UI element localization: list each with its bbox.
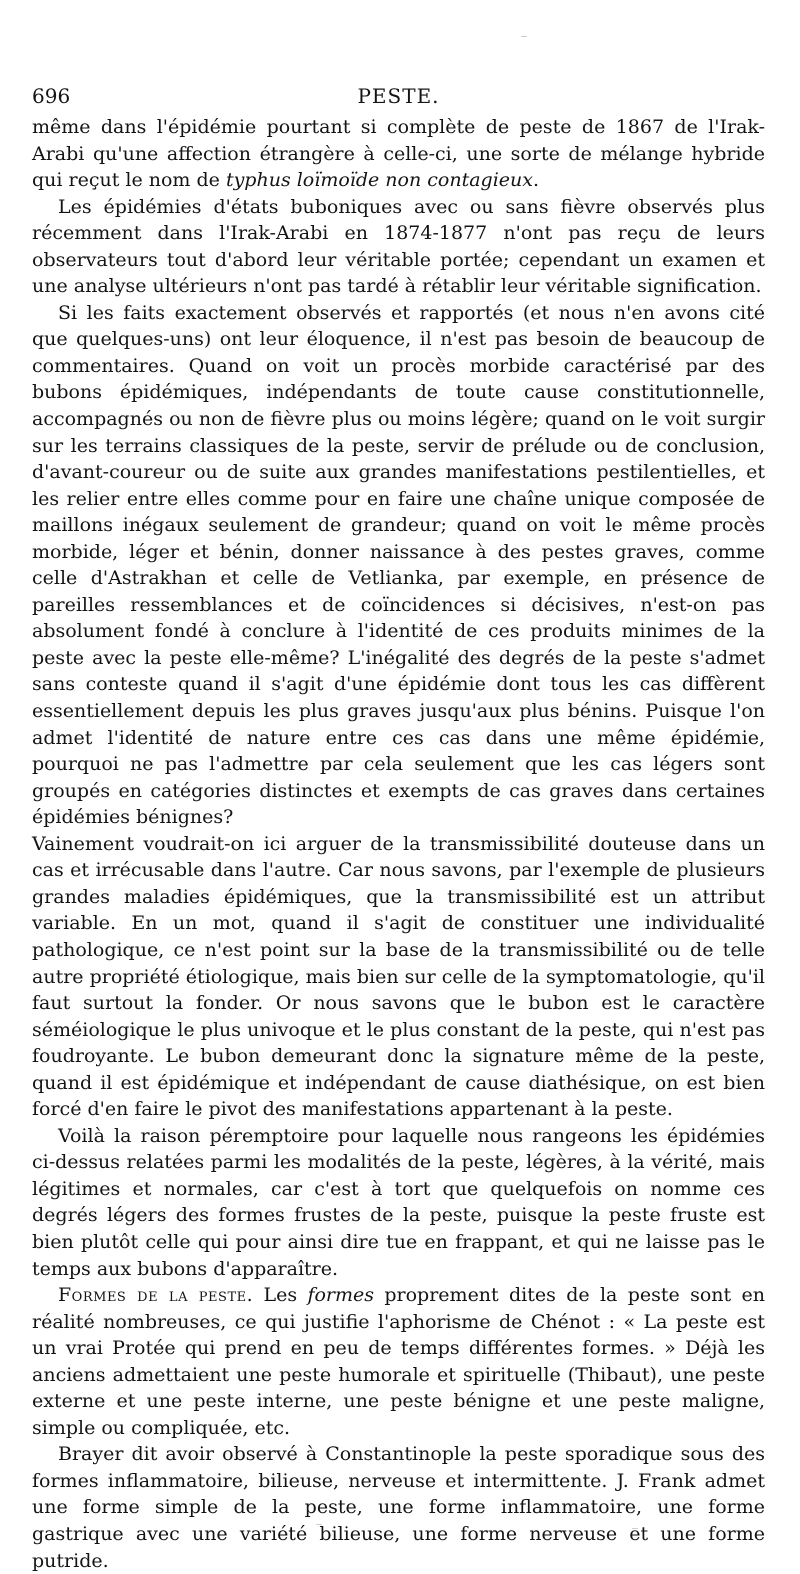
text-run: Les <box>253 1284 308 1307</box>
italic-term: formes <box>307 1284 375 1307</box>
paragraph <box>32 1123 765 1282</box>
text-run: même dans l'épidémie pourtant si complète de peste de 1867 de l'Irak-Arabi qu'une affection étrangère à celle-ci, une sorte de mélange hybride qui reçut le nom de <box>32 116 765 192</box>
paragraph <box>32 1441 765 1574</box>
text-run: Voilà la raison péremptoire pour laquelle nous rangeons les épidémies ci-dessus relatées parmi les modalités de la peste, légères, à la vérité, mais légitimes et normales, car c'est à tort que quelquefois on nomme ces degrés légers des formes frustes de la peste, puisque la peste fruste est bien plutôt celle qui pour ainsi dire tue en frappant, et qui ne laisse pas le temps aux bubons d'apparaître. <box>32 1124 765 1280</box>
paragraph <box>32 114 765 194</box>
text-run: Vainement voudrait-on ici arguer de la transmissibilité douteuse dans un cas et irrécusable dans l'autre. Car nous savons, par l'exemple de plusieurs grandes maladies épidémiques, que la transmissibilité est un attribut variable. En un mot, quand il s'agit de constituer une individualité pathologique, ce n'est point sur la base de la transmissibilité ou de telle autre propriété étiologique, mais bien sur celle de la symptomatologie, qu'il faut surtout la fonder. Or nous savons que le bubon est le caractère séméiologique le plus univoque et le plus constant de la peste, qui n'est pas foudroyante. Le bubon demeurant donc la signature même de la peste, quand il est épidémique et indépendant de cause diathésique, on est bien forcé d'en faire le pivot des manifestations appartenant à la peste. <box>32 832 765 1121</box>
text-run: proprement dites de la peste sont en réalité nombreuses, ce qui justifie l'aphorisme de Chénot : « La peste est un vrai Protée qui prend en peu de temps différentes formes. » Déjà les anciens admettaient une peste humorale et spirituelle (Thibaut), une peste externe et une peste interne, une peste bénigne et une peste maligne, simple ou compliquée, etc. <box>32 1284 765 1439</box>
paragraph <box>32 300 765 831</box>
body-text <box>32 114 765 1574</box>
text-run: Si les faits exactement observés et rapportés (et nous n'en avons cité que quelques-uns) ont leur éloquence, il n'est pas besoin de beaucoup de commentaires. Quand on voit un procès morbide caractérisé par des bubons épidémiques, indépendants de toute cause constitutionnelle, accompagnés ou non de fièvre plus ou moins légère; quand on le voit surgir sur les terrains classiques de la peste, servir de prélude ou de conclusion, d'avant-coureur ou de suite aux grandes manifestations pestilentielles, et les relier entre elles comme pour en faire une chaîne unique composée de maillons inégaux seulement de grandeur; quand on voit le même procès morbide, léger et bénin, donner naissance à des pestes graves, comme celle d'Astrakhan et celle de Vetlianka, par exemple, en présence de pareilles ressemblances et de coïncidences si décisives, n'est-on pas absolument fondé à conclure à l'identité de ces produits minimes de la peste avec la peste elle-même? L'inégalité des degrés de la peste s'admet sans conteste quand il s'agit d'une épidémie dont tous les cas diffèrent essentiellement depuis les plus graves jusqu'aux plus bénins. Puisque l'on admet l'identité de nature entre ces cas dans une même épidémie, pourquoi ne pas l'admettre par cela seulement que les cas légers sont groupés en catégories distinctes et exempts de cas graves dans certaines épidémies bénignes? <box>32 301 765 829</box>
text-run: Brayer dit avoir observé à Constantinople la peste sporadique sous des formes inflammatoire, bilieuse, nerveuse et intermittente. J. Frank admet une forme simple de la peste, une forme inflammatoire, une forme gastrique avec une variété bilieuse, une forme nerveuse et une forme putride. <box>32 1443 765 1572</box>
paragraph <box>32 194 765 300</box>
header-title: PESTE. <box>357 84 440 108</box>
page-number: 696 <box>32 84 71 108</box>
italic-term: typhus loïmoïde non contagieux <box>225 169 533 192</box>
running-header <box>32 83 765 109</box>
text-run: Les épidémies d'états buboniques avec ou sans fièvre observés plus récemment dans l'Irak-Arabi en 1874-1877 n'ont pas reçu de leurs observateurs tout d'abord leur véritable portée; cependant un examen et une analyse ultérieurs n'ont pas tardé à rétablir leur véritable signification. <box>32 195 765 298</box>
text-run: . <box>532 169 540 192</box>
paragraph <box>32 831 765 1123</box>
section-heading: Formes de la peste. <box>58 1284 254 1307</box>
paragraph <box>32 1282 765 1441</box>
document-page <box>32 0 765 1572</box>
